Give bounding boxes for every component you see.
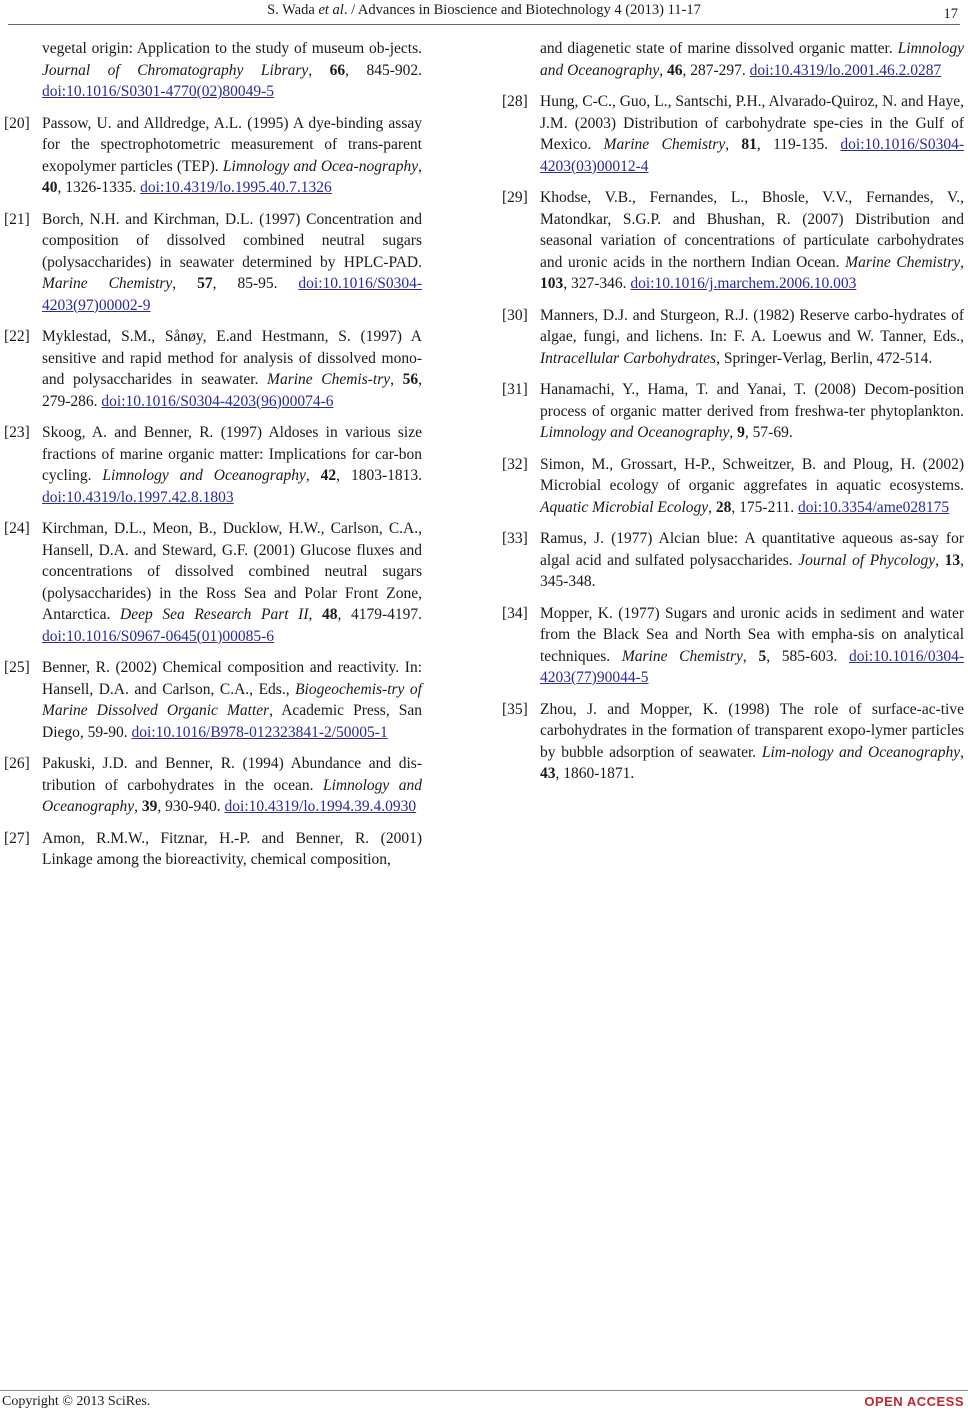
reference-entry — [4, 753, 422, 818]
copyright-notice: Copyright © 2013 SciRes. — [2, 1394, 151, 1409]
running-head-journal: . / Advances in Bioscience and Biotechnology 4 (2013) 11-17 — [343, 2, 701, 18]
reference-journal: Biogeochemis-try of Marine Dissolved Organic Matter — [42, 680, 422, 719]
reference-segment: , 85-95. — [212, 275, 299, 292]
reference-segment: , 345-348. — [540, 551, 964, 590]
reference-number: [20] — [4, 114, 30, 132]
reference-journal: Limnology and Oceanography — [540, 424, 730, 441]
reference-volume: 5 — [758, 647, 767, 665]
reference-segment: , 175-211. — [731, 498, 799, 516]
reference-journal: Deep Sea Research Part II — [120, 606, 309, 623]
doi-link[interactable]: doi:10.1016/S0304-4203(96)00074-6 — [101, 392, 334, 410]
doi-link[interactable]: doi:10.3354/ame028175 — [798, 498, 950, 516]
reference-segment: Ramus, J. (1977) Alcian blue: A quantitative aqueous as-say for algal acid and sulfated polysaccharides. — [540, 530, 964, 569]
reference-volume: 81 — [741, 136, 757, 153]
reference-segment: , — [172, 275, 198, 292]
reference-segment: , — [960, 253, 964, 271]
reference-number: [31] — [502, 381, 528, 398]
reference-journal: Limnology and Oceanography — [42, 776, 422, 815]
reference-segment: Skoog, A. and Benner, R. (1997) Aldoses in various size fractions of marine organic matter: Implications for car-bon cycling. — [42, 424, 422, 484]
reference-text — [42, 657, 422, 743]
reference-journal: Lim-nology and Oceanography — [761, 743, 961, 761]
doi-link[interactable]: doi:10.1016/B978-012323841-2/50005-1 — [131, 723, 388, 741]
reference-journal: Intracellular Carbohydrates — [540, 349, 717, 367]
reference-segment: , — [729, 424, 738, 441]
reference-text — [540, 603, 964, 689]
reference-entry — [4, 518, 422, 647]
reference-journal: Journal of Phycology — [798, 551, 936, 569]
reference-segment: Myklestad, S.M., Sånøy, E.and Hestmann, S. (1997) A sensitive and rapid method for analysis of dissolved mono- and polysaccharides in seawater. — [42, 328, 422, 388]
reference-segment: , — [960, 743, 964, 761]
reference-volume: 43 — [540, 765, 556, 782]
reference-journal: Limnology and Oceanography — [540, 40, 964, 79]
left-column — [4, 38, 422, 881]
reference-entry — [502, 528, 964, 593]
header-rule — [8, 24, 960, 25]
doi-link[interactable]: doi:10.1016/S0301-4770(02)80049-5 — [42, 83, 275, 100]
reference-number: [24] — [4, 520, 30, 537]
reference-entry — [502, 379, 964, 444]
reference-segment: , 327-346. — [563, 275, 631, 292]
reference-segment: Borch, N.H. and Kirchman, D.L. (1997) Concentration and composition of dissolved combined neutral sugars (polysaccharides) in seawater determined by HPLC-PAD. — [42, 210, 422, 271]
running-head-etal: et al — [318, 2, 344, 18]
reference-number: [25] — [4, 659, 30, 676]
reference-entry — [502, 603, 964, 689]
reference-segment: , 4179-4197. — [337, 606, 422, 623]
reference-text — [540, 91, 964, 177]
reference-segment: Mopper, K. (1977) Sugars and uronic acids in sediment and water from the Black Sea and North Sea with empha-sis on analytical techniques. — [540, 604, 964, 665]
reference-entry — [4, 422, 422, 508]
reference-text — [42, 326, 422, 412]
reference-volume: 40 — [42, 179, 58, 196]
reference-journal: Aquatic Microbial Ecology — [540, 498, 709, 516]
reference-segment: , — [935, 551, 945, 569]
reference-text — [540, 379, 964, 444]
reference-segment: Kirchman, D.L., Meon, B., Ducklow, H.W., Carlson, C.A., Hansell, D.A. and Steward, G.F. (2001) Glucose fluxes and concentrations of dissolved combined neutral sugars (polysaccharides) in the Ross Sea and Polar Front Zone, Antarctica. — [42, 520, 422, 623]
doi-link[interactable]: doi:10.4319/lo.1995.40.7.1326 — [140, 179, 332, 196]
reference-segment: vegetal origin: Application to the study of museum ob-jects. — [42, 40, 422, 57]
reference-segment: , — [390, 371, 403, 388]
doi-link[interactable]: doi:10.4319/lo.1997.42.8.1803 — [42, 488, 234, 506]
reference-segment: , 1326-1335. — [57, 179, 141, 196]
running-head — [0, 2, 968, 19]
reference-number: [35] — [502, 700, 528, 718]
reference-segment: , 845-902. — [345, 61, 422, 79]
page-number: 17 — [943, 6, 958, 22]
reference-segment: and diagenetic state of marine dissolved organic matter. — [540, 40, 898, 57]
reference-number: [23] — [4, 424, 30, 441]
reference-journal: Limnology and Ocea-nography — [222, 157, 419, 175]
reference-segment: , 119-135. — [756, 136, 841, 153]
reference-segment: Hung, C-C., Guo, L., Santschi, P.H., Alvarado-Quiroz, N. and Haye, J.M. (2003) Distribution of carbohydrate spe-cies in the Gulf of Mexico. — [540, 93, 964, 153]
reference-text — [42, 209, 422, 317]
reference-entry — [502, 187, 964, 295]
reference-number: [22] — [4, 328, 30, 345]
reference-journal: Marine Chemistry — [845, 253, 961, 271]
reference-segment: Pakuski, J.D. and Benner, R. (1994) Abundance and dis-tribution of carbohydrates in the ocean. — [42, 755, 422, 794]
reference-number: [28] — [502, 93, 528, 110]
reference-segment: Khodse, V.B., Fernandes, L., Bhosle, V.V., Fernandes, V., Matondkar, S.G.P. and Bhushan, R. (2007) Distribution and seasonal variation of concentrations of particulate carbohydrates and uronic acids in the northern Indian Ocean. — [540, 189, 964, 271]
reference-journal: Limnology and Oceanography — [102, 467, 306, 484]
doi-link[interactable]: doi:10.1016/j.marchem.2006.10.003 — [630, 275, 857, 292]
reference-segment: , — [418, 157, 422, 175]
reference-text — [540, 305, 964, 370]
reference-journal: Marine Chemistry — [603, 136, 726, 153]
reference-text — [42, 422, 422, 508]
doi-link[interactable]: doi:10.1016/S0967-0645(01)00085-6 — [42, 627, 275, 645]
open-access-label: OPEN ACCESS — [864, 1394, 964, 1409]
reference-journal: Journal of Chromatography Library — [42, 61, 309, 79]
reference-journal: Marine Chemis-try — [267, 371, 391, 388]
reference-entry — [4, 326, 422, 412]
reference-volume: 56 — [402, 371, 419, 388]
reference-segment: , 930-940. — [157, 798, 225, 815]
reference-segment: , 1860-1871. — [555, 765, 635, 782]
reference-text — [540, 699, 964, 785]
reference-number: [29] — [502, 189, 528, 206]
reference-segment: Manners, D.J. and Sturgeon, R.J. (1982) Reserve carbo-hydrates of algae, fungi, and lichens. In: F. A. Loewus and W. Tanner, Eds., — [540, 306, 964, 345]
reference-volume: 13 — [944, 551, 961, 569]
reference-text — [42, 828, 422, 871]
doi-link[interactable]: doi:10.4319/lo.1994.39.4.0930 — [224, 798, 417, 815]
right-column — [502, 38, 964, 795]
reference-segment: Passow, U. and Alldredge, A.L. (1995) A dye-binding assay for the spectrophotometric measurement of trans-parent exopolymer particles (TEP). — [42, 114, 422, 175]
reference-volume: 9 — [737, 424, 745, 441]
reference-volume: 42 — [320, 467, 337, 484]
reference-number: [30] — [502, 306, 528, 324]
reference-entry — [4, 209, 422, 317]
reference-volume: 103 — [540, 275, 564, 292]
reference-entry — [4, 113, 422, 199]
reference-text — [540, 38, 964, 81]
reference-segment: , 57-69. — [744, 424, 793, 441]
reference-number: [33] — [502, 530, 528, 547]
footer-rule — [0, 1390, 968, 1391]
reference-text — [42, 753, 422, 818]
reference-segment: , — [742, 647, 759, 665]
reference-entry — [4, 657, 422, 743]
reference-segment: , — [708, 498, 716, 516]
reference-segment: Simon, M., Grossart, H-P., Schweitzer, B. and Ploug, H. (2002) Microbial ecology of organic aggrefates in aquatic ecosystems. — [540, 455, 964, 494]
reference-segment: , 279-286. — [42, 371, 423, 410]
reference-volume: 48 — [321, 606, 338, 623]
reference-volume: 28 — [715, 498, 732, 516]
reference-volume: 46 — [667, 61, 683, 79]
reference-segment: , — [659, 61, 667, 79]
reference-volume: 66 — [329, 61, 346, 79]
reference-volume: 39 — [141, 798, 158, 815]
doi-link[interactable]: doi:10.1016/S0304-4203(03)00012-4 — [540, 136, 964, 175]
reference-text — [42, 38, 422, 103]
reference-entry — [502, 454, 964, 519]
reference-segment: , Academic Press, San Diego, 59-90. — [42, 702, 422, 741]
reference-segment: Benner, R. (2002) Chemical composition and reactivity. In: Hansell, D.A. and Carlson, C.A., Eds., — [42, 659, 422, 698]
reference-segment: , — [725, 136, 742, 153]
reference-segment: , — [308, 606, 322, 623]
reference-segment: Zhou, J. and Mopper, K. (1998) The role of surface-ac-tive carbohydrates in the formation of transparent exopo-lymer particles by bubble adsorption of seawater. — [540, 700, 964, 761]
running-header — [0, 2, 968, 24]
reference-entry — [502, 699, 964, 785]
reference-segment: , — [305, 467, 321, 484]
reference-entry — [502, 38, 964, 81]
reference-text — [540, 528, 964, 593]
reference-number: [32] — [502, 455, 528, 473]
reference-segment: , — [308, 61, 330, 79]
doi-link[interactable]: doi:10.1016/0304-4203(77)90044-5 — [540, 647, 964, 686]
reference-volume: 57 — [197, 275, 213, 292]
reference-segment: , 585-603. — [766, 647, 850, 665]
reference-journal: Marine Chemistry — [621, 647, 743, 665]
reference-text — [540, 454, 964, 519]
reference-journal: Marine Chemistry — [42, 275, 173, 292]
reference-number: [26] — [4, 755, 30, 772]
reference-segment: , 287-297. — [682, 61, 750, 79]
reference-entry — [502, 91, 964, 177]
reference-number: [34] — [502, 604, 528, 622]
reference-segment: Hanamachi, Y., Hama, T. and Yanai, T. (2008) Decom-position process of organic matter derived from freshwa-ter phytoplankton. — [540, 381, 964, 420]
running-head-authors: S. Wada — [267, 2, 319, 18]
reference-entry — [502, 305, 964, 370]
reference-text — [42, 518, 422, 647]
reference-number: [21] — [4, 210, 30, 228]
reference-segment: Amon, R.M.W., Fitznar, H.-P. and Benner, R. (2001) Linkage among the bioreactivity, chemical composition, — [42, 829, 422, 868]
reference-segment: , 1803-1813. — [336, 467, 422, 484]
page-footer — [0, 1390, 968, 1412]
doi-link[interactable]: doi:10.4319/lo.2001.46.2.0287 — [749, 61, 942, 79]
reference-segment: , Springer-Verlag, Berlin, 472-514. — [716, 349, 933, 367]
reference-segment: , — [134, 798, 142, 815]
doi-link[interactable]: doi:10.1016/S0304-4203(97)00002-9 — [42, 275, 422, 314]
reference-text — [42, 113, 422, 199]
reference-entry — [4, 828, 422, 871]
reference-text — [540, 187, 964, 295]
reference-entry — [4, 38, 422, 103]
reference-number: [27] — [4, 829, 30, 847]
